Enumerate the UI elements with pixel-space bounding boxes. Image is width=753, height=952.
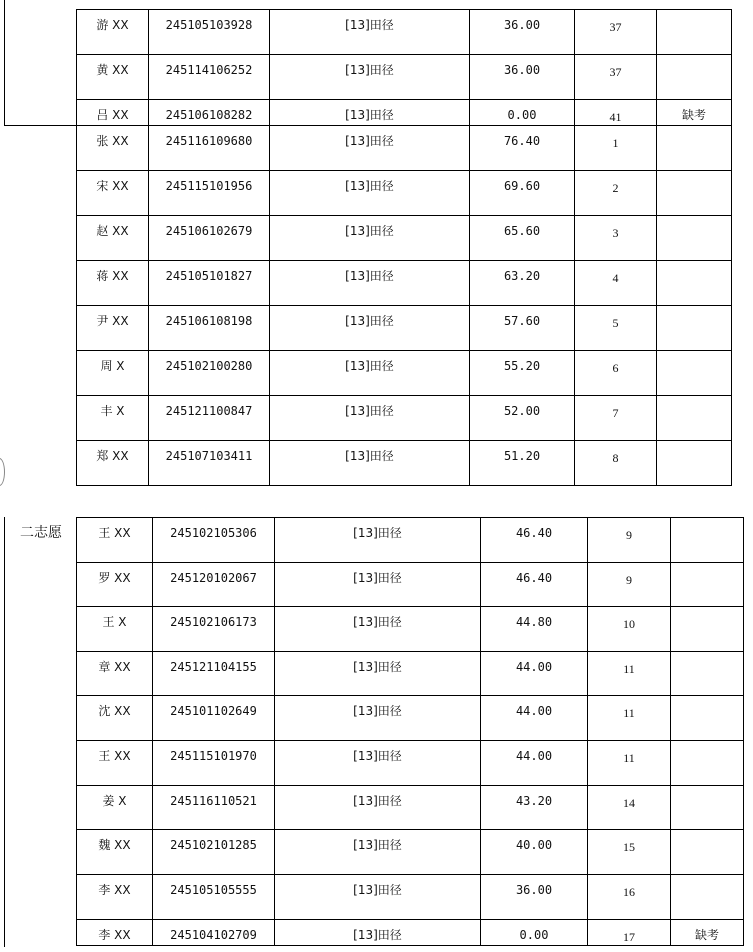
table-row [77,10,732,55]
score-cell: 46.40 [481,518,588,563]
event-name-cell: [13]田径 [270,171,470,216]
student-name-cell: 王 XX [77,518,153,563]
remark-cell [657,261,732,306]
remark-cell [657,441,732,486]
event-name-cell: [13]田径 [275,875,481,920]
remark-cell: 缺考 [671,920,744,946]
rank-cell: 6 [575,351,657,396]
event-name-cell: [13]田径 [275,652,481,696]
rank-cell: 1 [575,126,657,171]
student-name-cell: 赵 XX [77,216,149,261]
table-row [77,920,744,946]
event-name-cell: [13]田径 [275,563,481,607]
score-cell: 40.00 [481,830,588,875]
score-cell: 44.00 [481,741,588,786]
student-name-cell: 魏 XX [77,830,153,875]
scan-artifact [0,458,5,486]
upper-score-table [76,9,732,486]
exam-id-cell: 245120102067 [153,563,275,607]
exam-id-cell: 245102101285 [153,830,275,875]
table-row [77,696,744,741]
student-name-cell: 蒋 XX [77,261,149,306]
table-row [77,351,732,396]
score-cell: 0.00 [481,920,588,946]
table-row [77,441,732,486]
score-cell: 76.40 [470,126,575,171]
rank-cell: 5 [575,306,657,351]
rank-cell: 41 [575,100,657,126]
student-name-cell: 王 XX [77,741,153,786]
table-row [77,171,732,216]
upper-left-border [4,0,5,125]
event-name-cell: [13]田径 [270,100,470,126]
remark-cell [657,306,732,351]
score-cell: 46.40 [481,563,588,607]
remark-cell [657,216,732,261]
rank-cell: 9 [588,518,671,563]
student-name-cell: 李 XX [77,875,153,920]
score-cell: 55.20 [470,351,575,396]
rank-cell: 15 [588,830,671,875]
exam-id-cell: 245106102679 [149,216,270,261]
exam-id-cell: 245116109680 [149,126,270,171]
exam-id-cell: 245121100847 [149,396,270,441]
score-cell: 43.20 [481,786,588,830]
table-row [77,652,744,696]
student-name-cell: 罗 XX [77,563,153,607]
remark-cell [671,741,744,786]
exam-id-cell: 245104102709 [153,920,275,946]
remark-cell [671,875,744,920]
table-row [77,786,744,830]
table-row [77,126,732,171]
score-cell: 36.00 [470,55,575,100]
table-row [77,396,732,441]
student-name-cell: 李 XX [77,920,153,946]
remark-cell: 缺考 [657,100,732,126]
event-name-cell: [13]田径 [270,351,470,396]
remark-cell [671,563,744,607]
score-cell: 52.00 [470,396,575,441]
event-name-cell: [13]田径 [275,830,481,875]
student-name-cell: 丰 X [77,396,149,441]
event-name-cell: [13]田径 [270,441,470,486]
event-name-cell: [13]田径 [275,920,481,946]
table-row [77,55,732,100]
remark-cell [657,55,732,100]
student-name-cell: 章 XX [77,652,153,696]
exam-id-cell: 245102105306 [153,518,275,563]
rank-cell: 9 [588,563,671,607]
remark-cell [671,786,744,830]
exam-id-cell: 245105101827 [149,261,270,306]
rank-cell: 11 [588,652,671,696]
rank-cell: 8 [575,441,657,486]
remark-cell [671,607,744,652]
section-label-second-choice: 二志愿 [20,525,62,541]
event-name-cell: [13]田径 [275,518,481,563]
student-name-cell: 游 XX [77,10,149,55]
table-row [77,607,744,652]
score-cell: 69.60 [470,171,575,216]
score-cell: 44.00 [481,652,588,696]
event-name-cell: [13]田径 [270,261,470,306]
rank-cell: 3 [575,216,657,261]
exam-id-cell: 245105103928 [149,10,270,55]
event-name-cell: [13]田径 [275,696,481,741]
exam-id-cell: 245115101956 [149,171,270,216]
exam-id-cell: 245101102649 [153,696,275,741]
remark-cell [671,652,744,696]
remark-cell [671,518,744,563]
rank-cell: 7 [575,396,657,441]
exam-id-cell: 245106108282 [149,100,270,126]
remark-cell [671,696,744,741]
score-cell: 57.60 [470,306,575,351]
event-name-cell: [13]田径 [270,396,470,441]
table-row [77,100,732,126]
rank-cell: 14 [588,786,671,830]
event-name-cell: [13]田径 [270,126,470,171]
event-name-cell: [13]田径 [270,216,470,261]
student-name-cell: 王 X [77,607,153,652]
table-row [77,830,744,875]
event-name-cell: [13]田径 [275,741,481,786]
score-cell: 63.20 [470,261,575,306]
student-name-cell: 吕 XX [77,100,149,126]
student-name-cell: 张 XX [77,126,149,171]
event-name-cell: [13]田径 [270,10,470,55]
exam-id-cell: 245116110521 [153,786,275,830]
table-row [77,741,744,786]
rank-cell: 2 [575,171,657,216]
remark-cell [657,396,732,441]
table-row [77,518,744,563]
exam-id-cell: 245114106252 [149,55,270,100]
exam-id-cell: 245107103411 [149,441,270,486]
student-name-cell: 黄 XX [77,55,149,100]
event-name-cell: [13]田径 [275,607,481,652]
lower-score-table [76,517,744,946]
student-name-cell: 尹 XX [77,306,149,351]
remark-cell [657,10,732,55]
score-cell: 36.00 [470,10,575,55]
lower-left-border [4,517,5,947]
rank-cell: 37 [575,55,657,100]
student-name-cell: 周 X [77,351,149,396]
remark-cell [657,351,732,396]
exam-id-cell: 245115101970 [153,741,275,786]
exam-id-cell: 245106108198 [149,306,270,351]
rank-cell: 11 [588,741,671,786]
exam-id-cell: 245102100280 [149,351,270,396]
remark-cell [657,171,732,216]
table-row [77,261,732,306]
score-cell: 65.60 [470,216,575,261]
table-row [77,563,744,607]
student-name-cell: 姜 X [77,786,153,830]
student-name-cell: 沈 XX [77,696,153,741]
table-row [77,306,732,351]
table-row [77,875,744,920]
exam-id-cell: 245105105555 [153,875,275,920]
event-name-cell: [13]田径 [275,786,481,830]
rank-cell: 16 [588,875,671,920]
table-row [77,216,732,261]
score-cell: 44.00 [481,696,588,741]
student-name-cell: 郑 XX [77,441,149,486]
score-cell: 51.20 [470,441,575,486]
rank-cell: 4 [575,261,657,306]
rank-cell: 11 [588,696,671,741]
score-cell: 36.00 [481,875,588,920]
exam-id-cell: 245121104155 [153,652,275,696]
upper-group-divider [4,125,76,126]
rank-cell: 37 [575,10,657,55]
event-name-cell: [13]田径 [270,306,470,351]
remark-cell [657,126,732,171]
rank-cell: 17 [588,920,671,946]
event-name-cell: [13]田径 [270,55,470,100]
score-cell: 44.80 [481,607,588,652]
score-cell: 0.00 [470,100,575,126]
student-name-cell: 宋 XX [77,171,149,216]
exam-id-cell: 245102106173 [153,607,275,652]
remark-cell [671,830,744,875]
rank-cell: 10 [588,607,671,652]
